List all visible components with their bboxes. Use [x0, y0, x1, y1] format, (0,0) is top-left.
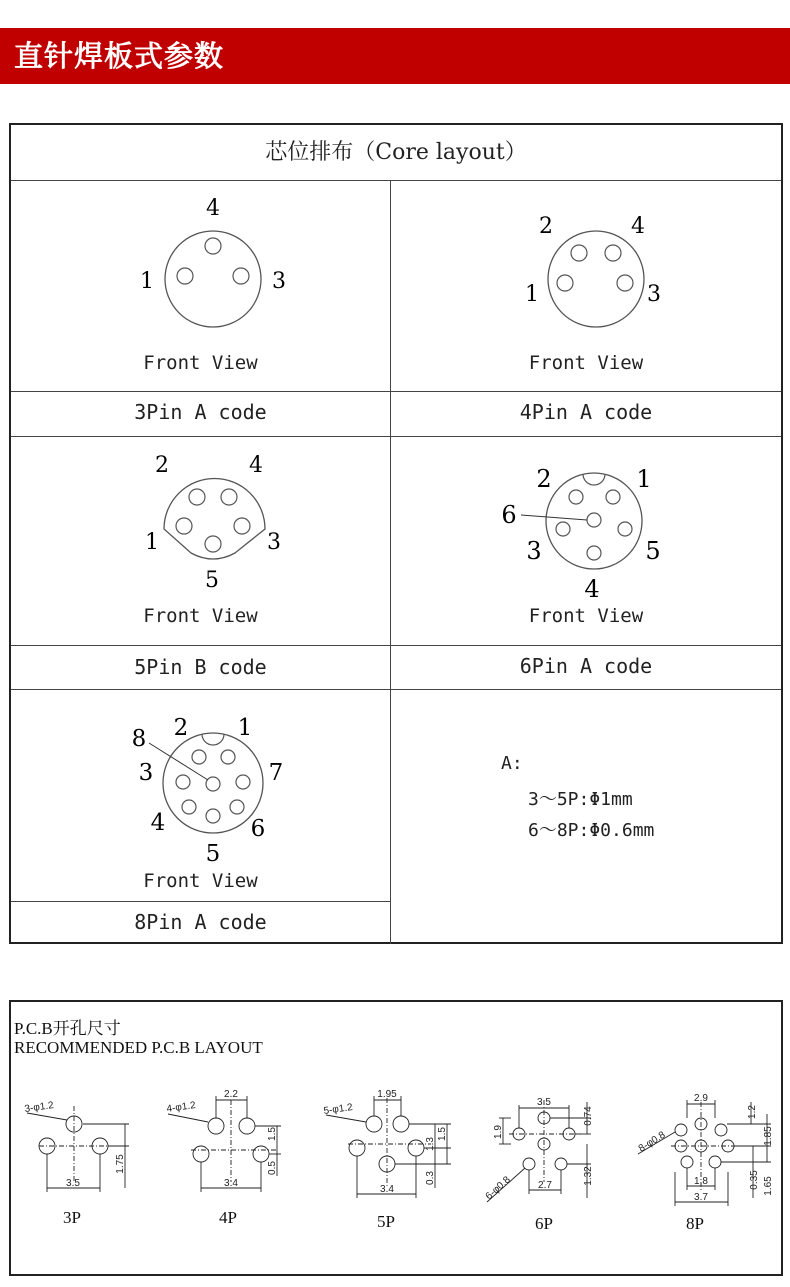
pin-number: 1	[145, 530, 159, 555]
pcb-label-5p: 5P	[377, 1212, 395, 1231]
front-view-label: Front View	[528, 605, 644, 627]
pcb-dimension: 2.2	[224, 1089, 238, 1100]
pin-number: 4	[249, 453, 263, 478]
pin-number: 2	[539, 214, 553, 239]
pin-number: 4	[631, 214, 645, 239]
pin-number: 3	[267, 530, 281, 555]
row-divider	[11, 645, 781, 646]
pin-number: 5	[205, 568, 219, 593]
note-line-2: 6～8P:Φ0.6mm	[528, 820, 655, 841]
code-label-5pin: 5Pin B code	[134, 655, 267, 679]
pcb-dimension: 3.7	[694, 1192, 708, 1203]
pcb-dimension: 1.9	[493, 1125, 504, 1139]
pcb-dimension: 3.4	[380, 1184, 394, 1195]
code-label-3pin: 3Pin A code	[134, 400, 267, 424]
pcb-dimension: 1.32	[583, 1166, 594, 1186]
pcb-dimension: 3.5	[66, 1178, 80, 1189]
pin-cell-3pin	[11, 181, 390, 391]
code-label-6pin: 6Pin A code	[519, 654, 653, 678]
front-view-label: Front View	[143, 870, 258, 892]
pcb-dimension: 1.65	[763, 1176, 774, 1196]
pin-number: 6	[250, 816, 266, 842]
core-layout-title: 芯位排布（Core layout）	[11, 125, 781, 181]
row-divider	[11, 901, 391, 902]
pcb-dimension: 1.95	[377, 1089, 397, 1100]
pcb-dimension: 1.2	[747, 1105, 758, 1119]
pin-number: 3	[272, 269, 286, 294]
pcb-label-8p: 8P	[686, 1214, 704, 1233]
pin-number: 2	[155, 453, 169, 478]
pcb-layout-box	[9, 1000, 783, 1276]
pin-number: 2	[536, 465, 552, 493]
pin-number: 1	[140, 269, 154, 294]
front-view-label: Front View	[528, 352, 644, 374]
core-layout-table	[9, 123, 783, 944]
pcb-label-6p: 6P	[535, 1214, 553, 1233]
pcb-dimension: 1.5	[437, 1127, 448, 1141]
pcb-dimension: 1.85	[763, 1126, 774, 1146]
code-label-8pin: 8Pin A code	[134, 910, 267, 934]
pin-number: 5	[645, 537, 661, 565]
pcb-dimension: 1.3	[425, 1137, 436, 1151]
pin-number: 3	[647, 282, 661, 307]
pcb-dimension: 3.4	[224, 1178, 238, 1189]
pin-number: 5	[205, 841, 221, 867]
row-divider	[11, 391, 781, 392]
note-line-1: 3～5P:Φ1mm	[528, 789, 633, 810]
pcb-hole-label: 4-φ1.2	[165, 1100, 197, 1115]
front-view-label: Front View	[143, 352, 258, 374]
pcb-dimension: 1.8	[694, 1176, 708, 1187]
pcb-dimension: 0.5	[267, 1161, 278, 1175]
pcb-dimension: 1.5	[267, 1127, 278, 1141]
pin-cell-8pin	[11, 690, 390, 901]
pcb-title-en: RECOMMENDED P.C.B LAYOUT	[14, 1038, 263, 1057]
pin-number: 1	[237, 715, 253, 741]
pcb-dimension: 3.5	[537, 1097, 551, 1108]
pin-number: 7	[268, 760, 284, 786]
pin-number: 6	[501, 501, 517, 529]
pin-number: 3	[526, 537, 542, 565]
pin-number: 4	[206, 196, 220, 221]
pcb-hole-label: 5-φ1.2	[322, 1102, 354, 1117]
pcb-hole-label: 6-φ0.8	[483, 1174, 513, 1203]
pcb-label-4p: 4P	[219, 1208, 237, 1227]
pcb-label-3p: 3P	[63, 1208, 81, 1227]
pin-number: 8	[131, 726, 147, 752]
pin-number: 4	[150, 810, 166, 836]
pcb-dimension: 0.35	[749, 1170, 760, 1190]
pcb-dimension: 0.74	[583, 1106, 594, 1126]
pin-number: 1	[636, 465, 652, 493]
pcb-dimension: 1.75	[115, 1154, 126, 1174]
pcb-title-cn: P.C.B开孔尺寸	[14, 1019, 121, 1038]
code-label-4pin: 4Pin A code	[519, 400, 653, 424]
pin-number: 3	[138, 760, 154, 786]
pcb-layout-drawings	[11, 1002, 781, 1274]
pin-cell-5pin	[11, 437, 390, 645]
pcb-dimension: 0.3	[425, 1171, 436, 1185]
pin-cell-6pin	[391, 437, 781, 645]
note-label: A:	[501, 753, 523, 774]
front-view-label: Front View	[143, 605, 258, 627]
pin-cell-4pin	[391, 181, 781, 391]
pcb-hole-label: 8-φ0.8	[636, 1129, 668, 1155]
pcb-dimension: 2.7	[538, 1180, 552, 1191]
page-title: 直针焊板式参数	[0, 28, 790, 84]
pin-number: 2	[173, 715, 189, 741]
pcb-dimension: 2.9	[694, 1093, 708, 1104]
pcb-hole-label: 3-φ1.2	[23, 1100, 55, 1115]
pin-number: 1	[525, 282, 539, 307]
pin-number: 4	[584, 575, 600, 603]
